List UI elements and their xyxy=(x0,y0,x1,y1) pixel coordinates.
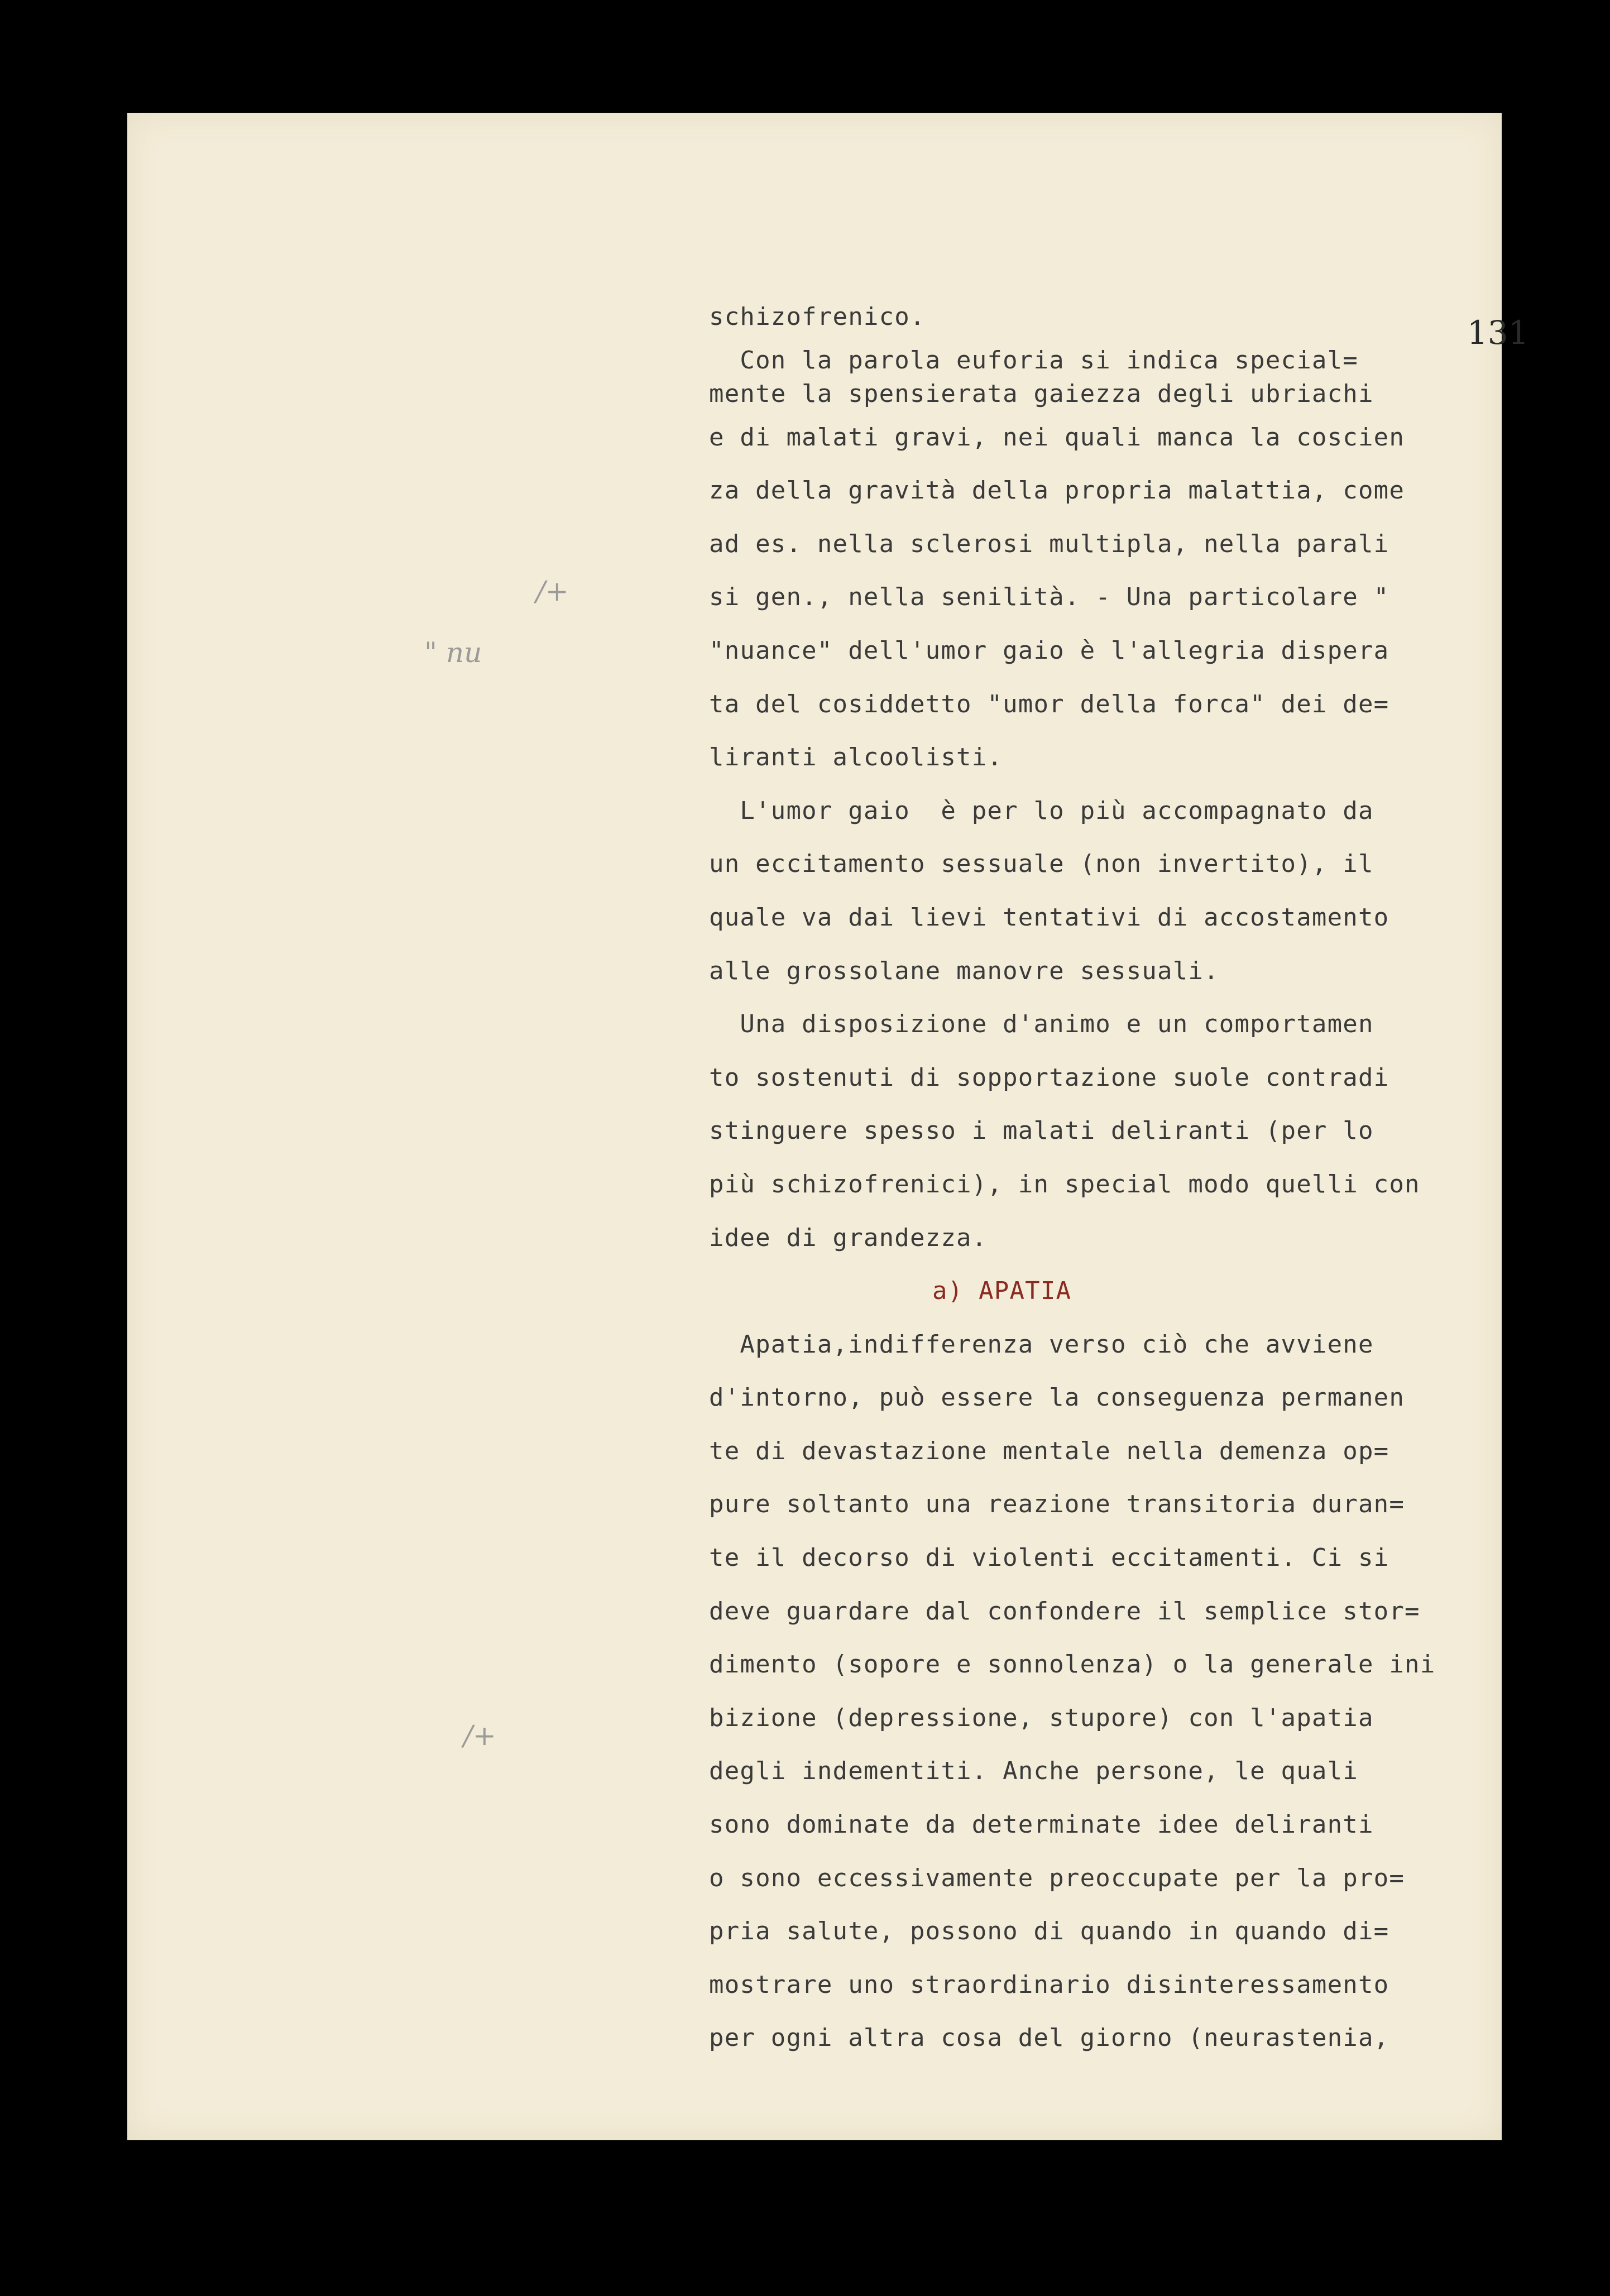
text-line: un eccitamento sessuale (non invertito), il xyxy=(709,850,1374,879)
text-line: si gen., nella senilità. - Una particolare " xyxy=(709,583,1389,612)
text-line: più schizofrenici), in special modo quelli con xyxy=(709,1169,1420,1199)
margin-note: " nu xyxy=(424,636,482,669)
text-line: "nuance" dell'umor gaio è l'allegria dispera xyxy=(709,636,1389,665)
text-line: pria salute, possono di quando in quando di= xyxy=(709,1917,1389,1946)
text-line: d'intorno, può essere la conseguenza permanen xyxy=(709,1383,1405,1412)
text-line: o sono eccessivamente preoccupate per la pro= xyxy=(709,1863,1405,1892)
text-line: ad es. nella sclerosi multipla, nella parali xyxy=(709,529,1389,558)
text-line: Con la parola euforia si indica special= xyxy=(709,346,1358,375)
text-line: L'umor gaio è per lo più accompagnato da xyxy=(709,796,1374,825)
margin-note: /+ xyxy=(463,1719,496,1752)
margin-note: /+ xyxy=(536,575,569,607)
text-line: Apatia,indifferenza verso ciò che avviene xyxy=(709,1330,1374,1359)
text-line: mente la spensierata gaiezza degli ubriachi xyxy=(709,379,1374,408)
text-line: te il decorso di violenti eccitamenti. Ci si xyxy=(709,1544,1389,1573)
section-heading: a) APATIA xyxy=(932,1277,1072,1306)
text-line: e di malati gravi, nei quali manca la coscien xyxy=(709,423,1405,452)
text-line: degli indementiti. Anche persone, le quali xyxy=(709,1757,1358,1786)
text-line: te di devastazione mentale nella demenza op= xyxy=(709,1436,1389,1465)
text-line: za della gravità della propria malattia, come xyxy=(709,476,1405,505)
text-line: bizione (depressione, stupore) con l'apatia xyxy=(709,1703,1374,1732)
page-number: 131 xyxy=(1467,314,1529,352)
text-line: Una disposizione d'animo e un comportamen xyxy=(709,1010,1374,1039)
text-line: per ogni altra cosa del giorno (neurastenia, xyxy=(709,2024,1389,2053)
text-line: alle grossolane manovre sessuali. xyxy=(709,956,1219,985)
text-line: deve guardare dal confondere il semplice stor= xyxy=(709,1597,1420,1626)
body-text xyxy=(709,290,1491,2065)
text-line: mostrare uno straordinario disinteressamento xyxy=(709,1970,1389,1999)
text-line: quale va dai lievi tentativi di accostamento xyxy=(709,903,1389,932)
text-line: pure soltanto una reazione transitoria duran= xyxy=(709,1490,1405,1519)
text-line: idee di grandezza. xyxy=(709,1223,988,1252)
text-line: stinguere spesso i malati deliranti (per lo xyxy=(709,1116,1374,1145)
text-line: sono dominate da determinate idee deliranti xyxy=(709,1810,1374,1839)
text-line: to sostenuti di sopportazione suole contradi xyxy=(709,1063,1389,1092)
text-line: ta del cosiddetto "umor della forca" dei de= xyxy=(709,689,1389,718)
text-line: dimento (sopore e sonnolenza) o la generale ini xyxy=(709,1650,1436,1679)
text-line: schizofrenico. xyxy=(709,303,926,331)
text-line: liranti alcoolisti. xyxy=(709,743,1003,772)
